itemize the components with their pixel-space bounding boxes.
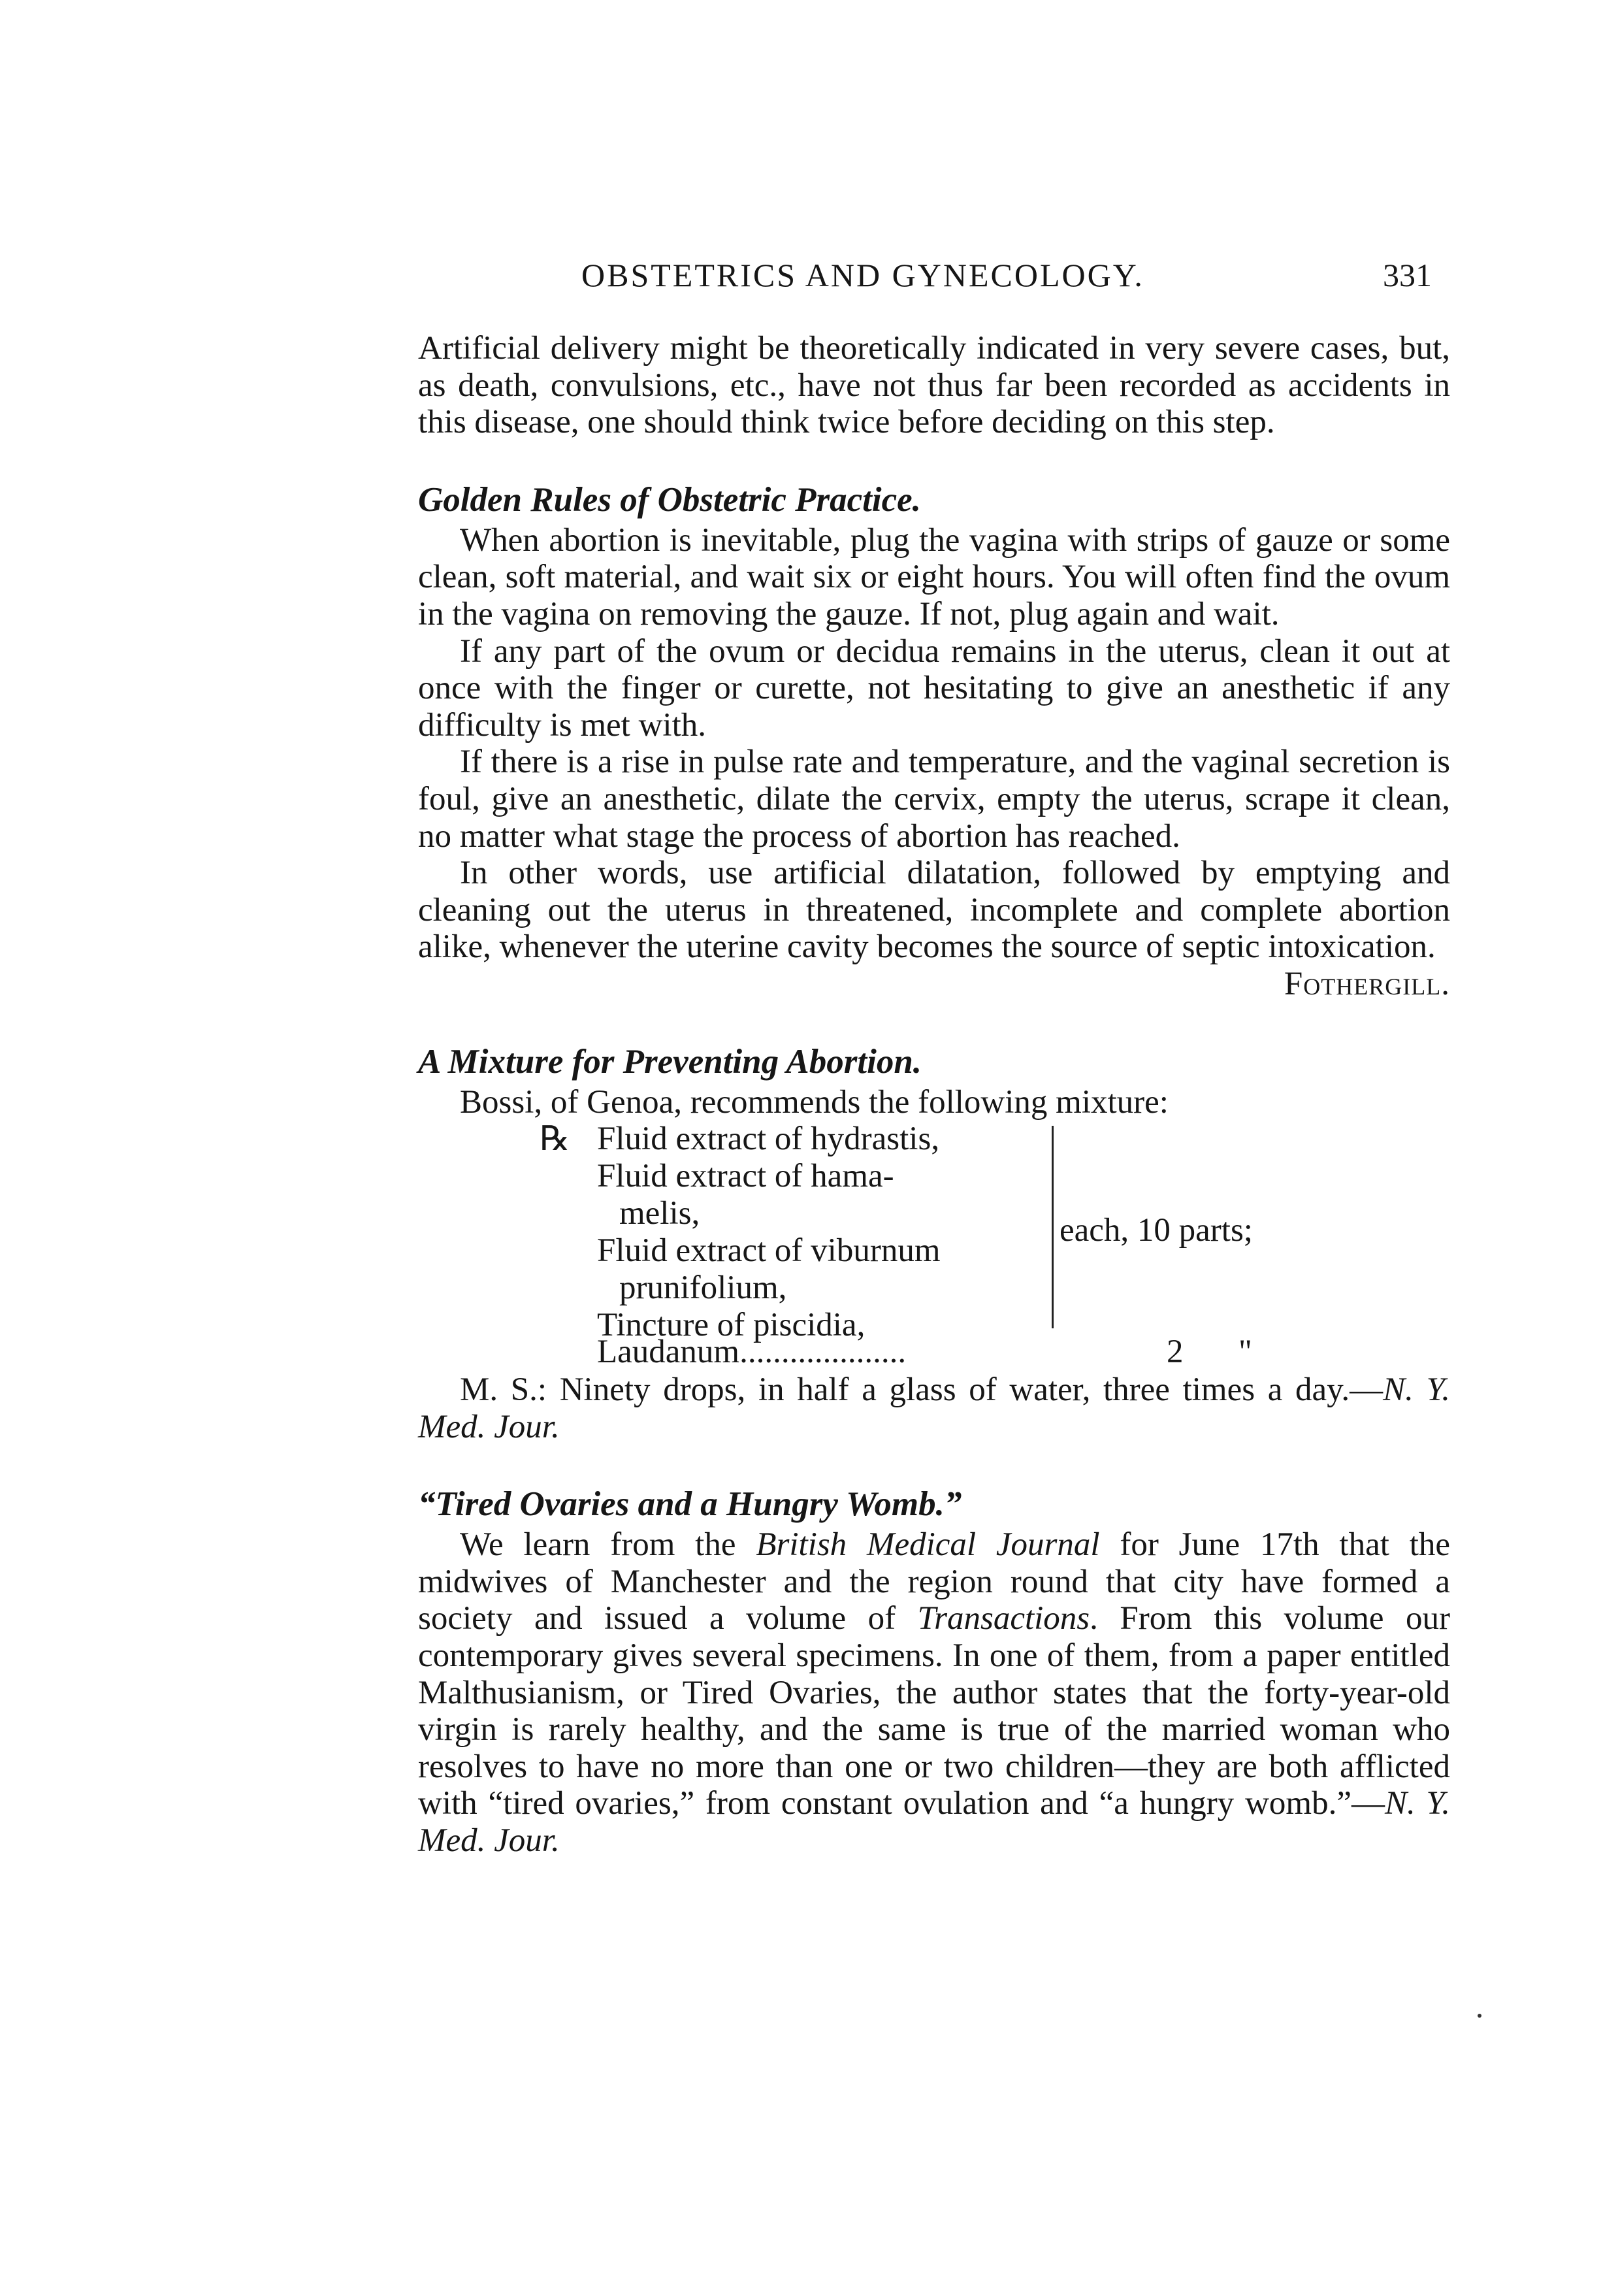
paragraph-text-3: . From this volume our contemporary gives several specimens. In one of them, from a paper entitled Malthusianism, or Tired Ovaries, the author states that the forty-year-old virgin is rarely healthy, and the same is true of the married woman who resolves to have no more than one or two children—they are both afflicted with “tired ovaries,” from constant ovulation and “a hungry womb.”— xyxy=(418,1600,1450,1822)
section-heading-mixture: A Mixture for Preventing Abortion. xyxy=(418,1042,922,1081)
transactions-title: Transactions xyxy=(917,1600,1090,1637)
golden-rules-paragraph-1: When abortion is inevitable, plug the vagina with strips of gauze or some clean, soft material, and wait six or eight hours. You will often find the ovum in the vagina on removing the gauze. If not, plug again and wait. xyxy=(418,521,1450,632)
author-signature: Fothergill. xyxy=(1284,965,1450,1002)
source-citation: N. Y. Med. Jour. xyxy=(418,1371,1451,1445)
laudanum-quantity: 2 xyxy=(1167,1334,1184,1371)
section-heading-tired-ovaries: “Tired Ovaries and a Hungry Womb.” xyxy=(418,1485,962,1524)
golden-rules-paragraph-4 xyxy=(418,855,1450,1002)
prescription-block xyxy=(540,1121,1317,1371)
source-citation: N. Y. Med. Jour. xyxy=(418,1785,1450,1860)
paragraph-text-1: We learn from the xyxy=(460,1526,756,1564)
mixture-intro: Bossi, of Genoa, recommends the following mixture: xyxy=(460,1083,1169,1121)
mixture-directions xyxy=(418,1371,1450,1445)
rx-symbol: ℞ xyxy=(540,1121,570,1158)
golden-rules-paragraph-2: If any part of the ovum or decidua remains in the uterus, clean it out at once with the finger or curette, not hesitating to give an anesthetic if any difficulty is met with. xyxy=(418,632,1450,744)
ingredient-line: Fluid extract of hama- xyxy=(597,1158,894,1195)
laudanum-line: Laudanum.................... xyxy=(597,1334,907,1371)
journal-title: British Medical Journal xyxy=(756,1526,1100,1564)
ingredient-line: Tincture of piscidia, xyxy=(597,1307,866,1344)
ingredient-line: Fluid extract of hydrastis, xyxy=(597,1121,940,1158)
golden-rules-paragraph-4-text: In other words, use artificial dilatation, followed by emptying and cleaning out the uterus in threatened, incomplete and complete abortion alike, whenever the uterine cavity becomes the source of septic intoxication. xyxy=(418,855,1450,966)
intro-paragraph: Artificial delivery might be theoretically indicated in very severe cases, but, as death, convulsions, etc., have not thus far been recorded as accidents in this disease, one should think twice before deciding on this step. xyxy=(418,330,1450,441)
section-heading-golden-rules: Golden Rules of Obstetric Practice. xyxy=(418,480,921,519)
paragraph-text-2: for June 17th that the midwives of Manchester and the region round that city have formed a society and issued a volume of xyxy=(418,1526,1451,1637)
ingredient-line: melis, xyxy=(619,1195,700,1232)
directions-text: M. S.: Ninety drops, in half a glass of water, three times a day. xyxy=(460,1371,1350,1409)
brace-quantity-label: each, 10 parts; xyxy=(1060,1212,1253,1249)
ingredient-line: prunifolium, xyxy=(619,1270,787,1307)
tired-ovaries-paragraph xyxy=(418,1526,1450,1859)
speck-mark xyxy=(1478,2014,1481,2018)
body-column xyxy=(418,330,1450,1860)
ingredient-list xyxy=(597,1121,1093,1344)
source-dash: — xyxy=(1350,1371,1383,1409)
ingredient-line: Fluid extract of viburnum xyxy=(597,1232,941,1270)
page-number: 331 xyxy=(1383,257,1432,293)
ditto-mark: " xyxy=(1238,1334,1252,1371)
running-title: OBSTETRICS AND GYNECOLOGY. xyxy=(581,257,1144,293)
golden-rules-paragraph-3: If there is a rise in pulse rate and temperature, and the vaginal secretion is foul, give an anesthetic, dilate the cervix, empty the uterus, scrape it clean, no matter what stage the process of abortion has reached. xyxy=(418,744,1450,855)
running-head xyxy=(418,256,1450,302)
